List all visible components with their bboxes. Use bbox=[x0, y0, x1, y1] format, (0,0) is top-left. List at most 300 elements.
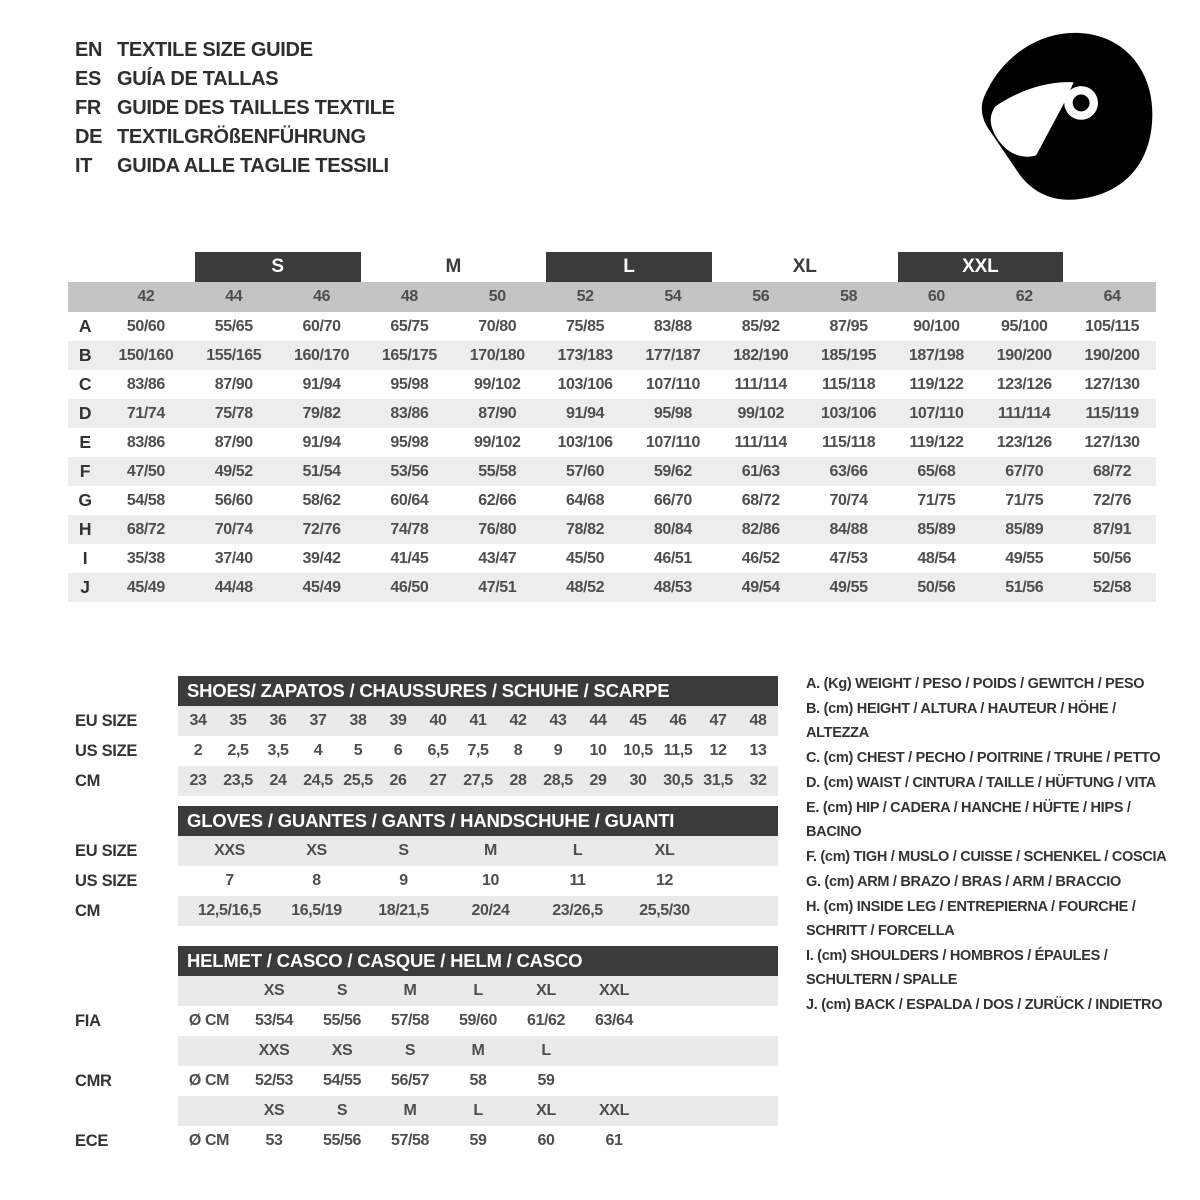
size-value-cell: 35/38 bbox=[126, 549, 165, 567]
lang-row-fr bbox=[75, 94, 395, 123]
language-title-block bbox=[75, 36, 395, 181]
legend-item-b bbox=[806, 697, 1174, 745]
size-number-cell: 62 bbox=[1015, 288, 1033, 305]
helmet-title-row bbox=[75, 946, 778, 976]
size-value-cell: 76/80 bbox=[478, 520, 517, 538]
helmet-value-cell: 57/58 bbox=[390, 1012, 430, 1029]
glove-us-cell: 8 bbox=[312, 872, 321, 889]
shoe-cm-cell: 31,5 bbox=[703, 772, 733, 789]
lang-code: IT bbox=[75, 155, 93, 177]
lang-code: FR bbox=[75, 97, 102, 119]
legend-item-i bbox=[806, 944, 1174, 992]
helmet-value-cell: 58 bbox=[469, 1072, 487, 1089]
legend-line: F. (cm) TIGH / MUSLO / CUISSE / SCHENKEL / COSCIA bbox=[806, 849, 1167, 865]
helmet-value-cell: 63/64 bbox=[594, 1012, 634, 1029]
spacer bbox=[75, 676, 178, 706]
size-value-cell: 107/110 bbox=[909, 404, 964, 422]
glove-cm-cell: 12,5/16,5 bbox=[197, 902, 262, 919]
row-label: ECE bbox=[75, 1131, 109, 1150]
size-group-bar-row bbox=[68, 252, 1156, 282]
lang-code: EN bbox=[75, 39, 103, 61]
shoe-us-cell: 10,5 bbox=[623, 742, 653, 759]
size-value-cell: 71/75 bbox=[917, 491, 956, 509]
lang-title: TEXTILE SIZE GUIDE bbox=[117, 39, 313, 61]
size-value-cell: 65/75 bbox=[390, 317, 429, 335]
glove-cm-cell: 16,5/19 bbox=[291, 902, 342, 919]
size-value-cell: 83/86 bbox=[126, 433, 165, 451]
row-label: CMR bbox=[75, 1071, 112, 1090]
shoe-eu-cell: 37 bbox=[309, 712, 327, 729]
glove-cm-cell: 25,5/30 bbox=[639, 902, 690, 919]
size-value-cell: 62/66 bbox=[478, 491, 517, 509]
helmet-value-cell: 59 bbox=[537, 1072, 555, 1089]
shoe-us-cell: 2 bbox=[193, 742, 203, 759]
size-value-cell: 60/64 bbox=[390, 491, 429, 509]
size-value-cell: 70/74 bbox=[829, 491, 868, 509]
size-value-cell: 187/198 bbox=[908, 346, 964, 364]
size-value-cell: 155/165 bbox=[206, 346, 262, 364]
size-value-cell: 58/62 bbox=[302, 491, 341, 509]
table-row-a bbox=[68, 312, 1156, 341]
shoe-us-cell: 6,5 bbox=[427, 742, 449, 759]
helmet-value-cell: 61 bbox=[605, 1132, 623, 1149]
shoe-eu-cell: 38 bbox=[349, 712, 367, 729]
size-group-xxl: XXL bbox=[898, 252, 1064, 282]
helmet-size-cell: XXL bbox=[599, 982, 629, 999]
size-value-cell: 107/110 bbox=[645, 433, 700, 451]
row-label: A bbox=[78, 316, 92, 336]
shoe-cm-cell: 32 bbox=[749, 772, 767, 789]
size-number-cell: 60 bbox=[927, 288, 945, 305]
size-value-cell: 91/94 bbox=[566, 404, 605, 422]
size-value-cell: 95/100 bbox=[1000, 317, 1048, 335]
size-value-cell: 60/70 bbox=[302, 317, 341, 335]
helmet-ece-sizes-row bbox=[75, 1096, 778, 1126]
spacer bbox=[75, 976, 178, 1006]
size-value-cell: 51/56 bbox=[1005, 578, 1044, 596]
table-row-i bbox=[68, 544, 1156, 573]
size-table-body bbox=[68, 312, 1156, 602]
lang-code: DE bbox=[75, 126, 103, 148]
legend-item-g bbox=[806, 870, 1174, 894]
size-value-cell: 70/74 bbox=[214, 520, 253, 538]
size-number-cell: 58 bbox=[840, 288, 858, 305]
helmet-value-cell: 55/56 bbox=[322, 1132, 362, 1149]
size-value-cell: 59/62 bbox=[653, 462, 692, 480]
shoe-cm-cell: 26 bbox=[389, 772, 407, 789]
size-value-cell: 72/76 bbox=[1093, 491, 1132, 509]
helmet-size-cell: L bbox=[473, 1102, 483, 1119]
shoe-cm-cell: 27,5 bbox=[463, 772, 493, 789]
size-value-cell: 165/175 bbox=[381, 346, 437, 364]
shoe-eu-cell: 39 bbox=[389, 712, 407, 729]
size-value-cell: 84/88 bbox=[829, 520, 868, 538]
gloves-cm-row bbox=[75, 896, 778, 926]
size-value-cell: 83/86 bbox=[126, 375, 165, 393]
size-value-cell: 45/49 bbox=[302, 578, 341, 596]
size-value-cell: 47/51 bbox=[478, 578, 517, 596]
size-number-cell: 42 bbox=[137, 288, 155, 305]
shoe-eu-cell: 41 bbox=[469, 712, 487, 729]
helmet-size-cell: M bbox=[403, 1102, 417, 1119]
legend-item-h bbox=[806, 895, 1174, 943]
legend-line: G. (cm) ARM / BRAZO / BRAS / ARM / BRACCIO bbox=[806, 874, 1121, 890]
size-value-cell: 103/106 bbox=[557, 375, 613, 393]
legend-line: E. (cm) HIP / CADERA / HANCHE / HÜFTE / HIPS / BACINO bbox=[806, 800, 1131, 840]
legend-item-a bbox=[806, 672, 1174, 696]
size-value-cell: 70/80 bbox=[478, 317, 517, 335]
gloves-title-row bbox=[75, 806, 778, 836]
size-value-cell: 47/50 bbox=[126, 462, 165, 480]
row-label: E bbox=[79, 432, 91, 452]
helmet-size-cell: S bbox=[336, 1102, 348, 1119]
size-value-cell: 103/106 bbox=[821, 404, 877, 422]
legend-line: I. (cm) SHOULDERS / HOMBROS / ÉPAULES / bbox=[806, 948, 1108, 964]
row-label: US SIZE bbox=[75, 741, 138, 760]
size-value-cell: 91/94 bbox=[302, 433, 341, 451]
size-group-l: L bbox=[546, 252, 712, 282]
spacer bbox=[75, 946, 178, 976]
size-value-cell: 83/86 bbox=[390, 404, 429, 422]
table-row-g bbox=[68, 486, 1156, 515]
shoe-eu-cell: 44 bbox=[589, 712, 607, 729]
helmet-size-cell: XL bbox=[536, 982, 556, 999]
size-value-cell: 190/200 bbox=[996, 346, 1052, 364]
shoe-cm-cell: 30 bbox=[629, 772, 647, 789]
table-row-c bbox=[68, 370, 1156, 399]
size-value-cell: 53/56 bbox=[390, 462, 429, 480]
helmet-size-cell: L bbox=[541, 1042, 551, 1059]
helmet-size-cell: XS bbox=[331, 1042, 353, 1059]
legend-line: SCHULTERN / SPALLE bbox=[806, 972, 958, 988]
size-value-cell: 63/66 bbox=[829, 462, 868, 480]
shoe-us-cell: 4 bbox=[313, 742, 323, 759]
shoe-cm-cell: 30,5 bbox=[663, 772, 693, 789]
size-value-cell: 65/68 bbox=[917, 462, 956, 480]
diameter-unit-label: Ø CM bbox=[188, 1072, 230, 1089]
row-label: G bbox=[78, 490, 92, 510]
size-value-cell: 91/94 bbox=[302, 375, 341, 393]
shoes-cm-row bbox=[75, 766, 778, 796]
size-number-cell: 48 bbox=[400, 288, 418, 305]
row-label: B bbox=[78, 345, 92, 365]
shoe-eu-cell: 43 bbox=[549, 712, 567, 729]
glove-eu-cell: S bbox=[398, 842, 409, 859]
shoe-cm-cell: 23 bbox=[189, 772, 207, 789]
size-value-cell: 66/70 bbox=[653, 491, 692, 509]
shoe-us-cell: 7,5 bbox=[467, 742, 489, 759]
size-value-cell: 37/40 bbox=[214, 549, 253, 567]
size-value-cell: 71/74 bbox=[126, 404, 165, 422]
size-value-cell: 170/180 bbox=[469, 346, 525, 364]
legend-line: SCHRITT / FORCELLA bbox=[806, 923, 955, 939]
size-value-cell: 50/60 bbox=[126, 317, 165, 335]
measurement-legend bbox=[806, 672, 1174, 1018]
helmet-value-cell: 54/55 bbox=[322, 1072, 362, 1089]
spacer bbox=[75, 1036, 178, 1066]
size-number-cell: 54 bbox=[664, 288, 682, 305]
size-value-cell: 95/98 bbox=[653, 404, 692, 422]
size-value-cell: 51/54 bbox=[302, 462, 341, 480]
helmet-value-cell: 60 bbox=[537, 1132, 555, 1149]
row-label: US SIZE bbox=[75, 871, 138, 890]
helmet-value-cell: 57/58 bbox=[390, 1132, 430, 1149]
table-row-f bbox=[68, 457, 1156, 486]
size-value-cell: 48/54 bbox=[917, 549, 956, 567]
shoe-cm-cell: 28 bbox=[509, 772, 527, 789]
shoe-us-cell: 3,5 bbox=[267, 742, 289, 759]
lang-title: TEXTILGRÖßENFÜHRUNG bbox=[117, 126, 366, 148]
size-value-cell: 95/98 bbox=[390, 433, 429, 451]
size-value-cell: 127/130 bbox=[1084, 375, 1140, 393]
shoes-title: SHOES/ ZAPATOS / CHAUSSURES / SCHUHE / SCARPE bbox=[178, 676, 778, 706]
helmet-size-cell: XS bbox=[263, 1102, 285, 1119]
size-group-m: M bbox=[445, 256, 462, 277]
size-value-cell: 41/45 bbox=[390, 549, 429, 567]
glove-eu-cell: M bbox=[484, 842, 497, 859]
helmet-size-cell: L bbox=[473, 982, 483, 999]
size-value-cell: 72/76 bbox=[302, 520, 341, 538]
size-number-cell: 50 bbox=[488, 288, 506, 305]
row-label: C bbox=[78, 374, 92, 394]
helmet-title: HELMET / CASCO / CASQUE / HELM / CASCO bbox=[178, 946, 778, 976]
size-value-cell: 95/98 bbox=[390, 375, 429, 393]
textile-size-table bbox=[68, 252, 1156, 602]
shoe-eu-cell: 36 bbox=[269, 712, 287, 729]
helmet-value-cell: 53 bbox=[265, 1132, 283, 1149]
size-value-cell: 119/122 bbox=[909, 433, 964, 451]
lang-row-it bbox=[75, 152, 395, 181]
shoe-us-cell: 5 bbox=[353, 742, 363, 759]
size-value-cell: 49/55 bbox=[1005, 549, 1044, 567]
shoe-cm-cell: 24,5 bbox=[303, 772, 333, 789]
helmet-size-cell: M bbox=[471, 1042, 485, 1059]
size-value-cell: 119/122 bbox=[909, 375, 964, 393]
glove-cm-cell: 18/21,5 bbox=[378, 902, 429, 919]
size-value-cell: 43/47 bbox=[478, 549, 517, 567]
shoe-eu-cell: 45 bbox=[629, 712, 647, 729]
row-label: CM bbox=[75, 901, 101, 920]
glove-us-cell: 11 bbox=[569, 872, 586, 889]
size-value-cell: 46/51 bbox=[653, 549, 692, 567]
size-value-cell: 87/90 bbox=[478, 404, 517, 422]
size-value-cell: 75/78 bbox=[214, 404, 253, 422]
size-value-cell: 185/195 bbox=[821, 346, 877, 364]
glove-eu-cell: XL bbox=[654, 842, 675, 859]
size-value-cell: 48/53 bbox=[653, 578, 692, 596]
glove-eu-cell: XS bbox=[306, 842, 327, 859]
shoe-eu-cell: 42 bbox=[509, 712, 527, 729]
helmet-fia-sizes-row bbox=[75, 976, 778, 1006]
glove-us-cell: 9 bbox=[399, 872, 408, 889]
size-value-cell: 61/63 bbox=[741, 462, 780, 480]
size-value-cell: 75/85 bbox=[566, 317, 605, 335]
row-label: FIA bbox=[75, 1011, 101, 1030]
table-row-e bbox=[68, 428, 1156, 457]
helmet-cmr-sizes-row bbox=[75, 1036, 778, 1066]
legend-line: D. (cm) WAIST / CINTURA / TAILLE / HÜFTUNG / VITA bbox=[806, 775, 1156, 791]
size-value-cell: 173/183 bbox=[557, 346, 613, 364]
row-label: F bbox=[79, 461, 91, 481]
row-label: EU SIZE bbox=[75, 711, 138, 730]
shoe-us-cell: 11,5 bbox=[663, 742, 693, 759]
helmet-fia-row bbox=[75, 1006, 778, 1036]
size-value-cell: 99/102 bbox=[473, 433, 521, 451]
size-value-cell: 68/72 bbox=[741, 491, 780, 509]
size-group-s: S bbox=[195, 252, 361, 282]
size-number-cell: 44 bbox=[225, 288, 243, 305]
size-value-cell: 80/84 bbox=[653, 520, 692, 538]
size-value-cell: 45/49 bbox=[126, 578, 165, 596]
legend-line: A. (Kg) WEIGHT / PESO / POIDS / GEWITCH / PESO bbox=[806, 676, 1145, 692]
shoe-cm-cell: 28,5 bbox=[543, 772, 573, 789]
size-value-cell: 87/90 bbox=[214, 375, 253, 393]
lang-code: ES bbox=[75, 68, 102, 90]
size-value-cell: 50/56 bbox=[917, 578, 956, 596]
shoe-cm-cell: 27 bbox=[429, 772, 447, 789]
size-number-cell: 64 bbox=[1103, 288, 1121, 305]
helmet-size-cell: S bbox=[404, 1042, 416, 1059]
legend-item-e bbox=[806, 796, 1174, 844]
shoe-us-cell: 2,5 bbox=[227, 742, 249, 759]
size-value-cell: 90/100 bbox=[913, 317, 960, 335]
helmet-value-cell: 61/62 bbox=[526, 1012, 566, 1029]
legend-item-d bbox=[806, 771, 1174, 795]
size-value-cell: 103/106 bbox=[557, 433, 613, 451]
table-row-j bbox=[68, 573, 1156, 602]
size-number-cell: 46 bbox=[313, 288, 331, 305]
gloves-eu-row bbox=[75, 836, 778, 866]
size-value-cell: 85/92 bbox=[741, 317, 780, 335]
shoes-table bbox=[75, 676, 778, 796]
table-row-h bbox=[68, 515, 1156, 544]
size-value-cell: 39/42 bbox=[302, 549, 341, 567]
shoe-us-cell: 6 bbox=[393, 742, 403, 759]
size-value-cell: 54/58 bbox=[126, 491, 165, 509]
size-number-cell: 52 bbox=[576, 288, 594, 305]
size-value-cell: 123/126 bbox=[996, 375, 1052, 393]
row-label: EU SIZE bbox=[75, 841, 138, 860]
size-value-cell: 111/114 bbox=[998, 404, 1051, 422]
size-value-cell: 47/53 bbox=[829, 549, 868, 567]
helmet-size-cell: M bbox=[403, 982, 417, 999]
size-value-cell: 127/130 bbox=[1084, 433, 1140, 451]
shoe-us-cell: 12 bbox=[709, 742, 727, 759]
glove-us-cell: 12 bbox=[656, 872, 673, 889]
size-value-cell: 56/60 bbox=[214, 491, 253, 509]
helmet-ece-row bbox=[75, 1126, 778, 1156]
size-value-cell: 46/50 bbox=[390, 578, 429, 596]
spacer bbox=[75, 1096, 178, 1126]
size-value-cell: 67/70 bbox=[1005, 462, 1044, 480]
helmet-value-cell: 55/56 bbox=[322, 1012, 362, 1029]
size-value-cell: 74/78 bbox=[390, 520, 429, 538]
size-value-cell: 48/52 bbox=[566, 578, 605, 596]
shoe-us-cell: 10 bbox=[589, 742, 607, 759]
shoe-cm-cell: 29 bbox=[589, 772, 607, 789]
lang-title: GUIDE DES TAILLES TEXTILE bbox=[117, 97, 395, 119]
glove-eu-cell: XXS bbox=[214, 842, 245, 859]
size-value-cell: 52/58 bbox=[1093, 578, 1132, 596]
size-value-cell: 50/56 bbox=[1093, 549, 1132, 567]
legend-line: C. (cm) CHEST / PECHO / POITRINE / TRUHE / PETTO bbox=[806, 750, 1161, 766]
helmet-size-cell: S bbox=[336, 982, 348, 999]
shoe-eu-cell: 46 bbox=[669, 712, 687, 729]
size-value-cell: 64/68 bbox=[566, 491, 605, 509]
size-value-cell: 87/90 bbox=[214, 433, 253, 451]
shoe-eu-cell: 48 bbox=[749, 712, 767, 729]
diameter-unit-label: Ø CM bbox=[188, 1132, 230, 1149]
shoe-cm-cell: 24 bbox=[269, 772, 287, 789]
size-value-cell: 177/187 bbox=[645, 346, 701, 364]
lang-row-de bbox=[75, 123, 395, 152]
helmet-size-cell: XXL bbox=[599, 1102, 629, 1119]
size-value-cell: 83/88 bbox=[653, 317, 692, 335]
row-label: D bbox=[78, 403, 92, 423]
glove-eu-cell: L bbox=[572, 842, 583, 859]
shoe-eu-cell: 40 bbox=[429, 712, 447, 729]
shoe-cm-cell: 25,5 bbox=[343, 772, 373, 789]
size-value-cell: 160/170 bbox=[294, 346, 350, 364]
legend-line: B. (cm) HEIGHT / ALTURA / HAUTEUR / HÖHE / ALTEZZA bbox=[806, 701, 1116, 741]
lang-row-es bbox=[75, 65, 395, 94]
size-value-cell: 111/114 bbox=[734, 375, 787, 393]
size-value-cell: 85/89 bbox=[1005, 520, 1044, 538]
size-value-cell: 150/160 bbox=[118, 346, 174, 364]
helmet-value-cell: 59 bbox=[469, 1132, 487, 1149]
legend-item-f bbox=[806, 845, 1174, 869]
size-value-cell: 105/115 bbox=[1085, 317, 1140, 335]
glove-us-cell: 7 bbox=[225, 872, 234, 889]
size-value-cell: 107/110 bbox=[645, 375, 700, 393]
size-value-cell: 115/119 bbox=[1085, 404, 1139, 422]
diameter-unit-label: Ø CM bbox=[188, 1012, 230, 1029]
helmet-cmr-row bbox=[75, 1066, 778, 1096]
size-value-cell: 55/58 bbox=[478, 462, 517, 480]
helmet-size-cell: XXS bbox=[258, 1042, 290, 1059]
size-value-cell: 79/82 bbox=[302, 404, 341, 422]
shoes-us-row bbox=[75, 736, 778, 766]
helmet-value-cell: 52/53 bbox=[254, 1072, 294, 1089]
table-row-d bbox=[68, 399, 1156, 428]
helmet-value-cell: 59/60 bbox=[458, 1012, 498, 1029]
size-value-cell: 115/118 bbox=[821, 375, 876, 393]
lang-title: GUÍA DE TALLAS bbox=[117, 68, 279, 90]
row-label: J bbox=[80, 577, 90, 597]
size-value-cell: 99/102 bbox=[473, 375, 521, 393]
row-label: H bbox=[78, 519, 92, 539]
shoe-eu-cell: 35 bbox=[229, 712, 247, 729]
lang-row-en bbox=[75, 36, 395, 65]
helmet-value-cell: 56/57 bbox=[390, 1072, 430, 1089]
size-value-cell: 49/54 bbox=[741, 578, 780, 596]
size-value-cell: 87/95 bbox=[829, 317, 868, 335]
helmet-table bbox=[75, 946, 778, 1156]
size-value-cell: 49/55 bbox=[829, 578, 868, 596]
size-value-cell: 87/91 bbox=[1093, 520, 1132, 538]
size-value-cell: 99/102 bbox=[737, 404, 785, 422]
shoe-eu-cell: 47 bbox=[709, 712, 727, 729]
size-value-cell: 44/48 bbox=[214, 578, 253, 596]
row-label: CM bbox=[75, 771, 101, 790]
spacer bbox=[75, 806, 178, 836]
glove-cm-cell: 20/24 bbox=[471, 902, 510, 919]
glove-cm-cell: 23/26,5 bbox=[552, 902, 603, 919]
helmet-size-cell: XL bbox=[536, 1102, 556, 1119]
shoe-us-cell: 8 bbox=[513, 742, 523, 759]
size-value-cell: 68/72 bbox=[1093, 462, 1132, 480]
size-value-cell: 46/52 bbox=[741, 549, 780, 567]
